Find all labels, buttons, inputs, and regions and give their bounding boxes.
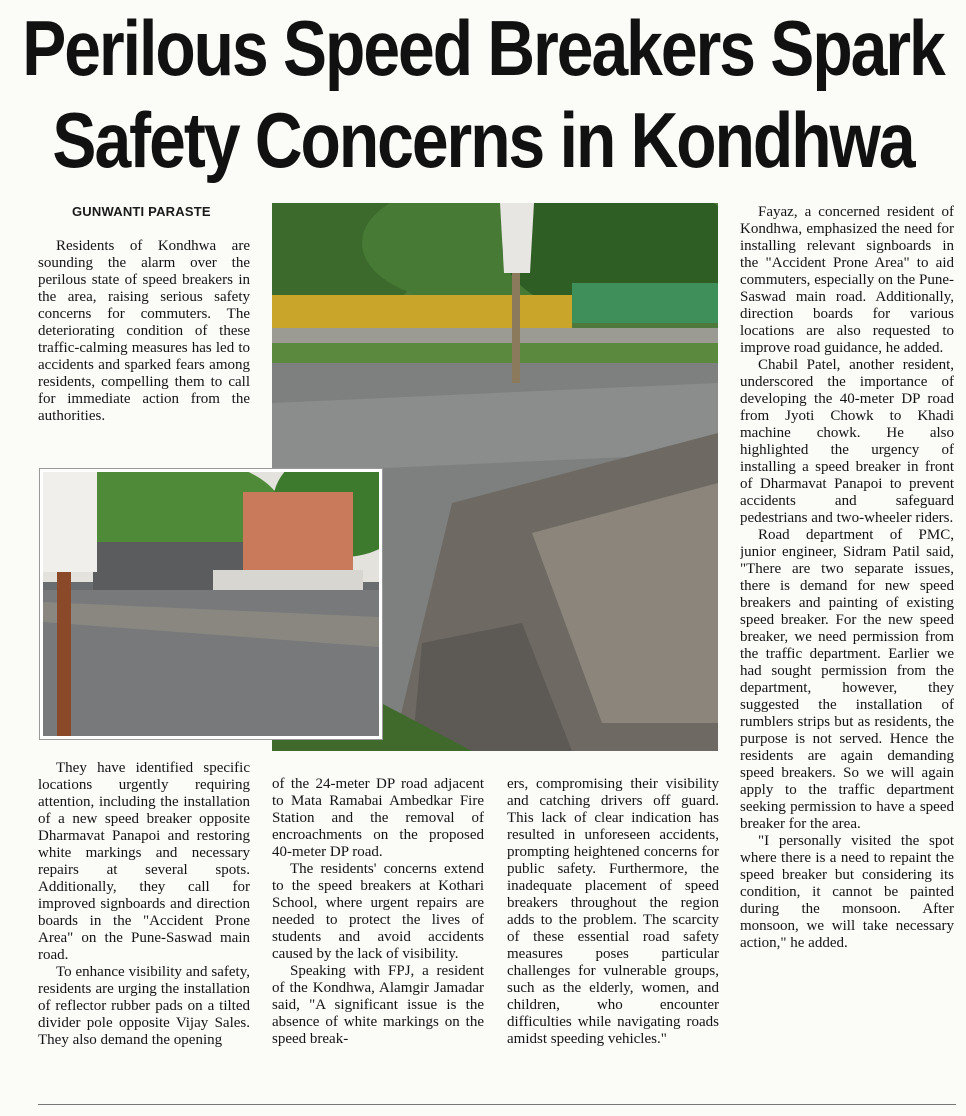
headline-line-1: Perilous Speed Breakers Spark — [22, 4, 944, 92]
paragraph: Speaking with FPJ, a resident of the Kondhwa, Alamgir Jamadar said, "A significant issue is the absence of white markings on the speed break- — [272, 963, 484, 1047]
headline — [0, 2, 966, 186]
paragraph: The residents' concerns extend to the speed breakers at Kothari School, where urgent repairs are needed to protect the lives of students and avoid accidents caused by the lack of visibility. — [272, 861, 484, 962]
paragraph: Fayaz, a concerned resident of Kondhwa, emphasized the need for installing relevant signboards in the "Accident Prone Area" to aid commuters, especially on the Pune-Saswad main road. Additionally, direction boards for various locations are also requested to improve road guidance, he added. — [740, 204, 954, 356]
paragraph: of the 24-meter DP road adjacent to Mata Ramabai Ambedkar Fire Station and the removal of encroachments on the proposed 40-meter DP road. — [272, 776, 484, 860]
road-photo-inset — [40, 469, 382, 739]
paragraph: Chabil Patel, another resident, underscored the importance of developing the 40-meter DP road from Jyoti Chowk to Khadi machine chowk. He also highlighted the urgency of installing a speed breaker in front of Dharmavat Panapoi to prevent accidents and safeguard pedestrians and two-wheeler riders. — [740, 357, 954, 526]
column-2 — [272, 776, 484, 1100]
paragraph: "I personally visited the spot where there is a need to repaint the speed breaker but considering its condition, it cannot be painted during the monsoon. After monsoon, we will take necessary action," he added. — [740, 833, 954, 951]
paragraph: ers, compromising their visibility and catching drivers off guard. This lack of clear indication has resulted in unforeseen accidents, prompting heightened concerns for public safety. Furthermore, the inadequate placement of speed breakers throughout the region adds to the problem. The scarcity of these essential road safety measures poses particular challenges for vulnerable groups, such as the elderly, women, and children, who encounter difficulties while navigating roads amidst speeding vehicles." — [507, 776, 719, 1047]
paragraph: They have identified specific locations urgently requiring attention, including the installation of a new speed breaker opposite Dharmavat Panapoi and restoring white markings and necessary repairs at several spots. Additionally, they call for improved signboards and direction boards in the "Accident Prone Area" on the Pune-Saswad main road. — [38, 760, 250, 963]
headline-line-2: Safety Concerns in Kondhwa — [52, 96, 914, 184]
bottom-rule — [38, 1104, 956, 1105]
column-1-bottom — [38, 760, 250, 1100]
column-1-top — [38, 238, 250, 458]
paragraph: To enhance visibility and safety, residents are urging the installation of reflector rubber pads on a tilted divider pole opposite Vijay Sales. They also demand the opening — [38, 964, 250, 1048]
column-4 — [740, 204, 954, 1100]
paragraph: Road department of PMC, junior engineer, Sidram Patil said, "There are two separate issues, there is demand for new speed breakers and painting of existing speed breaker. For the new speed breaker, we need permission from the traffic department. Earlier we had sought permission from the department, however, they suggested the installation of rumblers strips but as residents, the purpose is not served. Hence the residents are again demanding speed breakers. So we will again apply to the traffic department seeking permission to have a speed breaker for the area. — [740, 527, 954, 832]
byline: GUNWANTI PARASTE — [72, 204, 211, 219]
column-3 — [507, 776, 719, 1100]
paragraph: Residents of Kondhwa are sounding the alarm over the perilous state of speed breakers in the area, raising serious safety concerns for commuters. The deteriorating condition of these traffic-calming measures has led to accidents and sparked fears among residents, compelling them to call for immediate action from the authorities. — [38, 238, 250, 424]
